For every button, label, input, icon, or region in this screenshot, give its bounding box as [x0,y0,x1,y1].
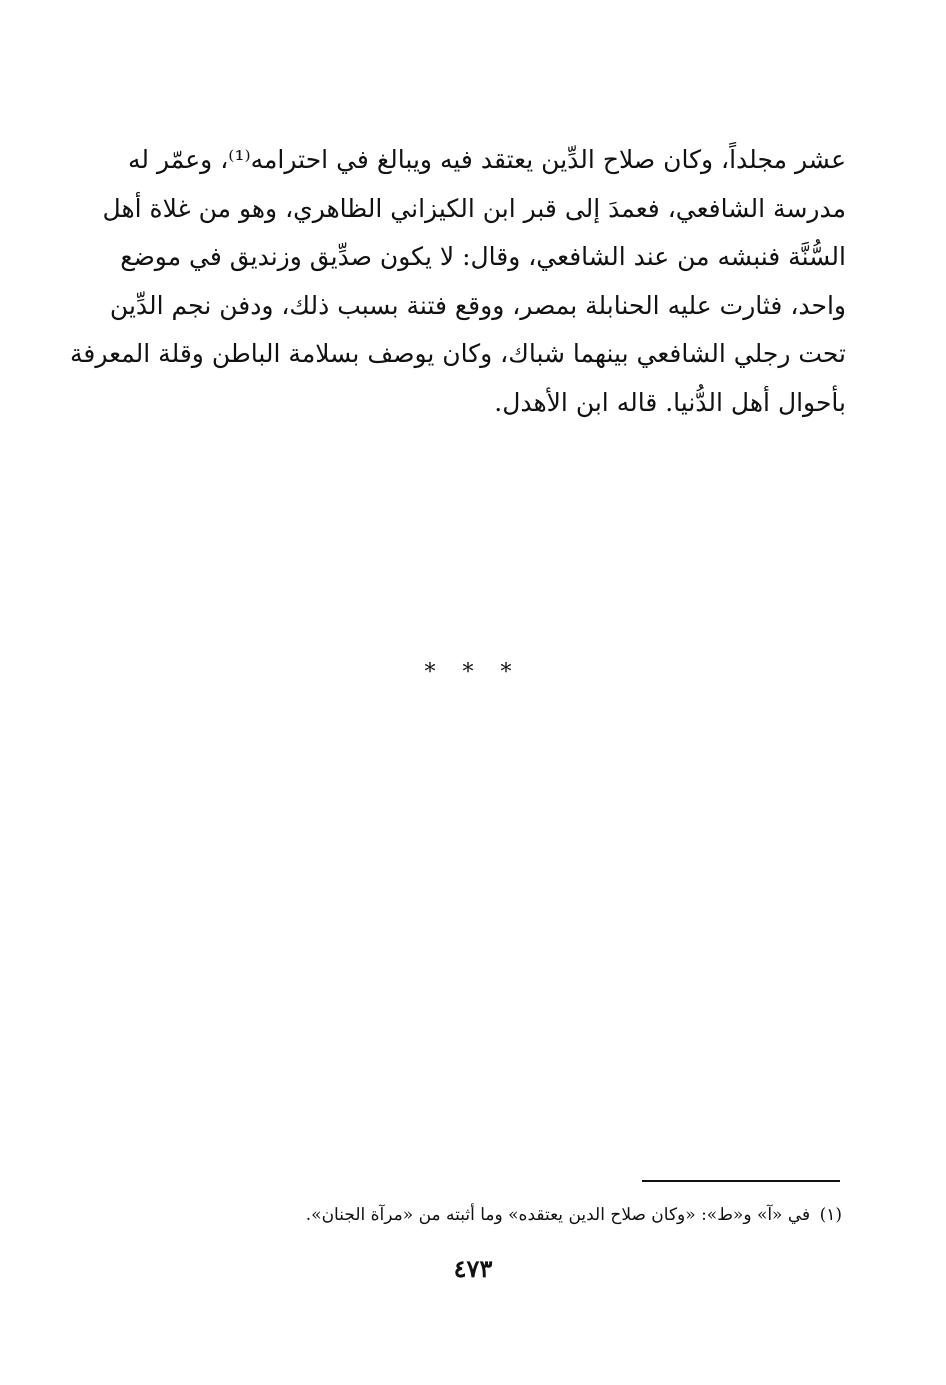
footnote-text: في «آ» و«ط»: «وكان صلاح الدين يعتقده» وما أثبته من «مرآة الجنان». [305,1205,811,1225]
text-line: عشر مجلداً، وكان صلاح الدِّين يعتقد فيه ويبالغ في احترامه⁽¹⁾، وعمّر له [128,145,846,174]
footnote-divider [642,1180,840,1182]
main-text [70,136,846,428]
text-line: بأحوال أهل الدُّنيا. قاله ابن الأهدل. [494,387,846,417]
footnote [122,1201,842,1229]
text-line: تحت رجلي الشافعي بينهما شباك، وكان يوصف بسلامة الباطن وقلة المعرفة [70,339,846,369]
section-separator: * * * [424,660,522,685]
footnote-number: (١) [819,1205,842,1225]
page-number: ٤٧٣ [453,1254,493,1283]
text-line: مدرسة الشافعي، فعمدَ إلى قبر ابن الكيزاني الظاهري، وهو من غلاة أهل [102,193,846,223]
text-line: السُّنَّة فنبشه من عند الشافعي، وقال: لا يكون صدِّيق وزنديق في موضع [120,242,846,272]
text-line: واحد، فثارت عليه الحنابلة بمصر، ووقع فتنة بسبب ذلك، ودفن نجم الدِّين [109,290,846,320]
